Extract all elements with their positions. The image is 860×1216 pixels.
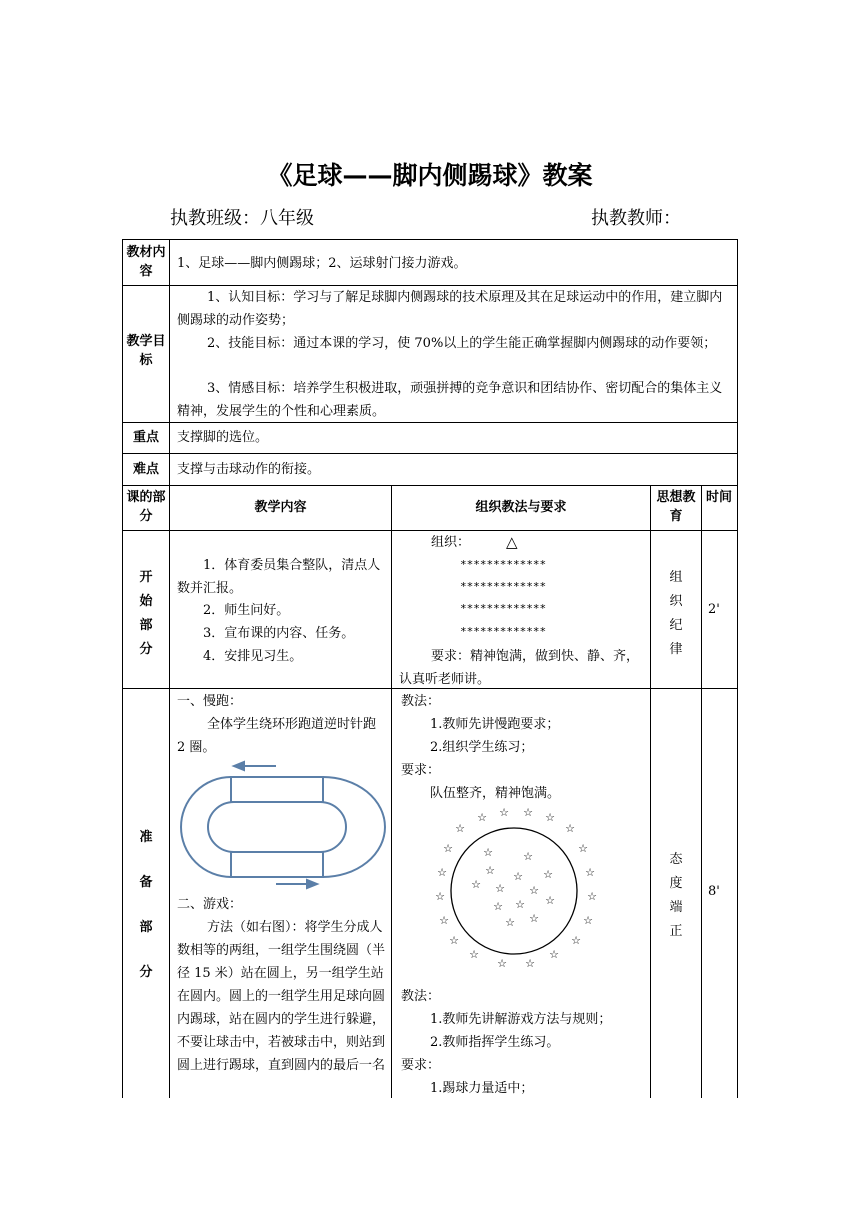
game-circle-diagram (430, 808, 600, 973)
requirement-label: 要求： (401, 1058, 441, 1073)
method-item: 1.教师先讲解游戏方法与规则； (430, 1012, 612, 1027)
start-item-3: 3．宣布课的内容、任务。 (203, 626, 355, 641)
header-method: 组织教法与要求 (475, 500, 567, 515)
class-line: 执教班级：八年级 (170, 208, 314, 229)
game-title: 二、游戏： (177, 897, 243, 912)
svg-text:☆: ☆ (529, 912, 539, 925)
method-label: 教法： (401, 989, 441, 1004)
svg-text:☆: ☆ (578, 842, 588, 855)
svg-text:☆: ☆ (515, 898, 525, 911)
method-item: 2.组织学生练习； (430, 740, 534, 755)
svg-text:☆: ☆ (571, 934, 581, 947)
objective-emotion: 3、情感目标：培养学生积极进取，顽强拼搏的竞争意识和团结协作、密切配合的集体主义精神，发展学生的个性和心理素质。 (177, 381, 723, 419)
materials-label: 教材内容 (126, 245, 166, 279)
svg-text:☆: ☆ (499, 808, 509, 819)
teacher-triangle-icon: △ (506, 533, 518, 551)
svg-text:☆: ☆ (545, 811, 555, 824)
requirement-item: 队伍整齐，精神饱满。 (430, 786, 561, 801)
header-education: 思想教育 (656, 490, 696, 524)
svg-text:☆: ☆ (529, 884, 539, 897)
difficulty-label: 难点 (132, 462, 159, 477)
page-title: 《足球——脚内侧踢球》教案 (267, 161, 593, 190)
formation-row: ************* (460, 558, 547, 571)
game-text: 方法（如右图）：将学生分成人数相等的两组，一组学生围绕圆（半径 15 米）站在圆上，另一组学生站在圆内。圆上的一组学生用足球向圆内踢球，站在圆内的学生进行躲避，不要让球击中，若被球击中，则站到圆上进行踢球，直到圆内的最后一名 (177, 920, 386, 1073)
jog-text: 全体学生绕环形跑道逆时针跑 2 圈。 (177, 717, 377, 755)
start-requirement: 要求：精神饱满，做到快、静、齐， 认真听老师讲。 (399, 649, 640, 687)
objectives-label: 教学目标 (126, 334, 166, 368)
header-part: 课的部分 (126, 490, 166, 524)
prep-part-label: 准 备 部 分 (139, 830, 153, 980)
key-point-label: 重点 (132, 430, 159, 445)
svg-text:☆: ☆ (495, 882, 505, 895)
svg-text:☆: ☆ (437, 866, 447, 879)
svg-text:☆: ☆ (497, 957, 507, 970)
prep-time: 8' (708, 884, 720, 899)
key-point-text: 支撑脚的选位。 (177, 430, 269, 445)
objective-skill: 2、技能目标：通过本课的学习，使 70%以上的学生能正确掌握脚内侧踢球的动作要领； (207, 336, 717, 351)
svg-text:☆: ☆ (435, 890, 445, 903)
svg-text:☆: ☆ (549, 948, 559, 961)
prep-education: 态 度 端 正 (669, 852, 683, 939)
formation-row: ************* (460, 602, 547, 615)
svg-text:☆: ☆ (483, 846, 493, 859)
svg-text:☆: ☆ (587, 890, 597, 903)
svg-text:☆: ☆ (471, 878, 481, 891)
arrow-right-icon (276, 880, 317, 888)
svg-text:☆: ☆ (523, 850, 533, 863)
svg-text:☆: ☆ (583, 914, 593, 927)
svg-text:☆: ☆ (525, 957, 535, 970)
svg-text:☆: ☆ (443, 842, 453, 855)
method-item: 1.教师先讲慢跑要求； (430, 717, 560, 732)
running-track-diagram (176, 756, 386, 891)
svg-text:☆: ☆ (505, 916, 515, 929)
svg-text:☆: ☆ (523, 808, 533, 819)
svg-text:☆: ☆ (543, 868, 553, 881)
formation-row: ************* (460, 580, 547, 593)
svg-text:☆: ☆ (545, 894, 555, 907)
method-item: 2.教师指挥学生练习。 (430, 1035, 560, 1050)
arrow-left-icon (234, 762, 276, 770)
materials-text: 1、足球——脚内侧踢球；2、运球射门接力游戏。 (177, 256, 467, 271)
svg-text:☆: ☆ (449, 934, 459, 947)
difficulty-text: 支撑与击球动作的衔接。 (177, 462, 321, 477)
svg-text:☆: ☆ (493, 900, 503, 913)
formation-row: ************* (460, 625, 547, 638)
header-content: 教学内容 (254, 500, 307, 515)
svg-text:☆: ☆ (455, 822, 465, 835)
svg-text:☆: ☆ (477, 811, 487, 824)
requirement-item: 1.踢球力量适中； (430, 1081, 534, 1096)
start-item-1: 1．体育委员集合整队，清点人数并汇报。 (177, 558, 381, 596)
start-part-label: 开 始 部 分 (139, 570, 153, 657)
start-item-4: 4．安排见习生。 (203, 649, 303, 664)
svg-text:☆: ☆ (565, 822, 575, 835)
svg-text:☆: ☆ (513, 870, 523, 883)
svg-text:☆: ☆ (439, 914, 449, 927)
org-label: 组织： (431, 535, 471, 550)
svg-text:☆: ☆ (585, 866, 595, 879)
start-item-2: 2．师生问好。 (203, 603, 290, 618)
objective-cognitive: 1、认知目标：学习与了解足球脚内侧踢球的技术原理及其在足球运动中的作用，建立脚内侧踢球的动作姿势； (177, 290, 723, 328)
svg-text:☆: ☆ (485, 864, 495, 877)
svg-text:☆: ☆ (469, 948, 479, 961)
header-time: 时间 (705, 490, 732, 505)
start-education: 组 织 纪 律 (669, 570, 683, 657)
jog-title: 一、慢跑： (177, 694, 243, 709)
start-time: 2' (708, 602, 720, 617)
teacher-line: 执教教师： (591, 208, 681, 229)
requirement-label: 要求： (401, 763, 441, 778)
method-label: 教法： (401, 694, 441, 709)
